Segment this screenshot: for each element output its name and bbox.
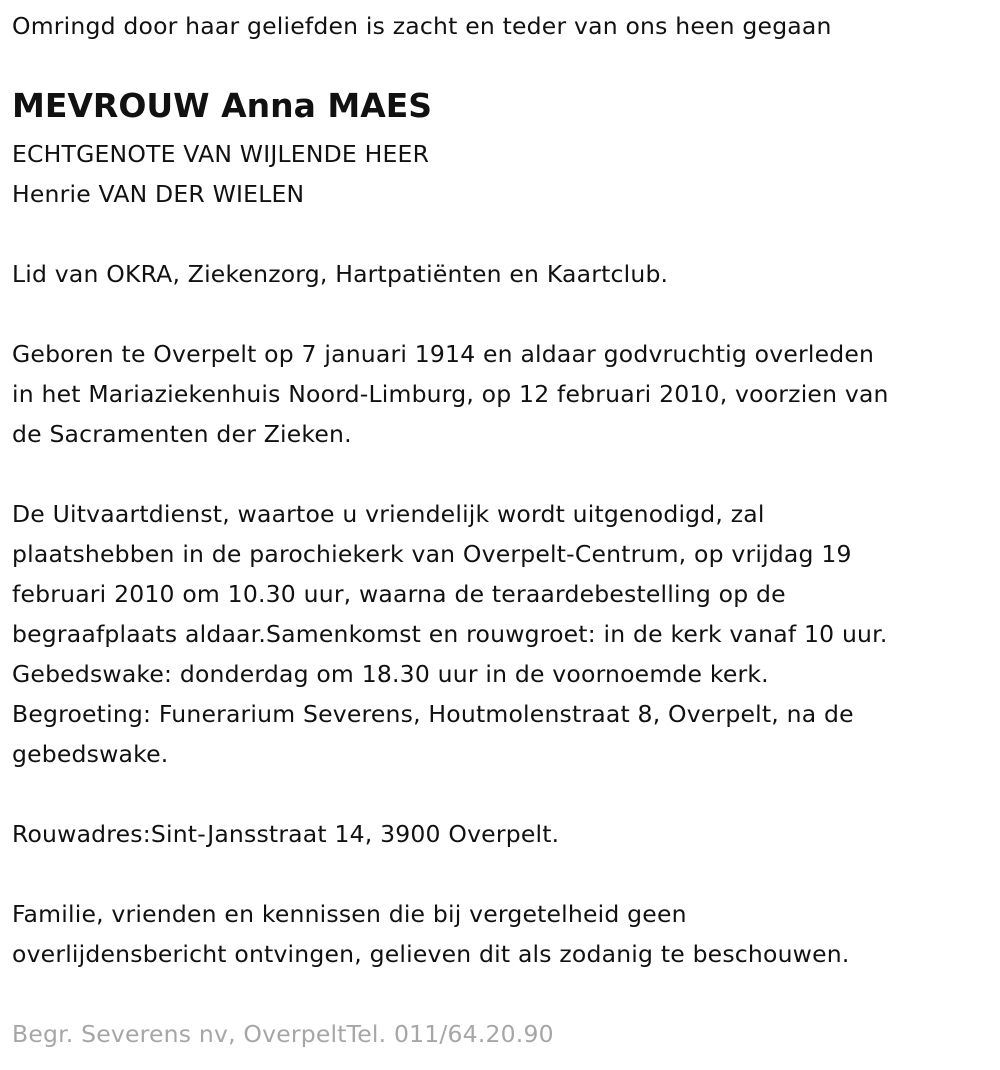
- paragraph-line: Geboren te Overpelt op 7 januari 1914 en aldaar godvruchtig overleden: [12, 340, 875, 368]
- membership-text: Lid van OKRA, Ziekenzorg, Hartpatiënten en Kaartclub.: [12, 260, 669, 288]
- paragraph-line: De Uitvaartdienst, waartoe u vriendelijk wordt uitgenodigd, zal: [12, 500, 765, 528]
- deceased-name: MEVROUW Anna MAES: [12, 86, 433, 125]
- paragraph-line: Familie, vrienden en kennissen die bij vergetelheid geen: [12, 900, 687, 928]
- paragraph-line: in het Mariaziekenhuis Noord-Limburg, op 12 februari 2010, voorzien van: [12, 380, 889, 408]
- spouse-line: ECHTGENOTE VAN WIJLENDE HEER: [12, 140, 430, 168]
- mourning-address: Rouwadres:Sint-Jansstraat 14, 3900 Overpelt.: [12, 820, 560, 848]
- intro-text: Omringd door haar geliefden is zacht en teder van ons heen gegaan: [12, 12, 832, 40]
- birth-death-paragraph: [12, 334, 1000, 454]
- paragraph-line: begraafplaats aldaar.Samenkomst en rouwgroet: in de kerk vanaf 10 uur.: [12, 620, 888, 648]
- obituary-notice: [12, 6, 1000, 1054]
- paragraph-line: februari 2010 om 10.30 uur, waarna de teraardebestelling op de: [12, 580, 786, 608]
- paragraph-line: plaatshebben in de parochiekerk van Overpelt-Centrum, op vrijdag 19: [12, 540, 852, 568]
- funeral-home-footer: Begr. Severens nv, OverpeltTel. 011/64.20.90: [12, 1020, 554, 1048]
- paragraph-line: Gebedswake: donderdag om 18.30 uur in de voornoemde kerk.: [12, 660, 769, 688]
- paragraph-line: Begroeting: Funerarium Severens, Houtmolenstraat 8, Overpelt, na de: [12, 700, 854, 728]
- funeral-paragraph: [12, 494, 1000, 774]
- notice-paragraph: [12, 894, 1000, 974]
- paragraph-line: overlijdensbericht ontvingen, gelieven dit als zodanig te beschouwen.: [12, 940, 850, 968]
- paragraph-line: gebedswake.: [12, 740, 169, 768]
- spouse-name: Henrie VAN DER WIELEN: [12, 180, 305, 208]
- paragraph-line: de Sacramenten der Zieken.: [12, 420, 352, 448]
